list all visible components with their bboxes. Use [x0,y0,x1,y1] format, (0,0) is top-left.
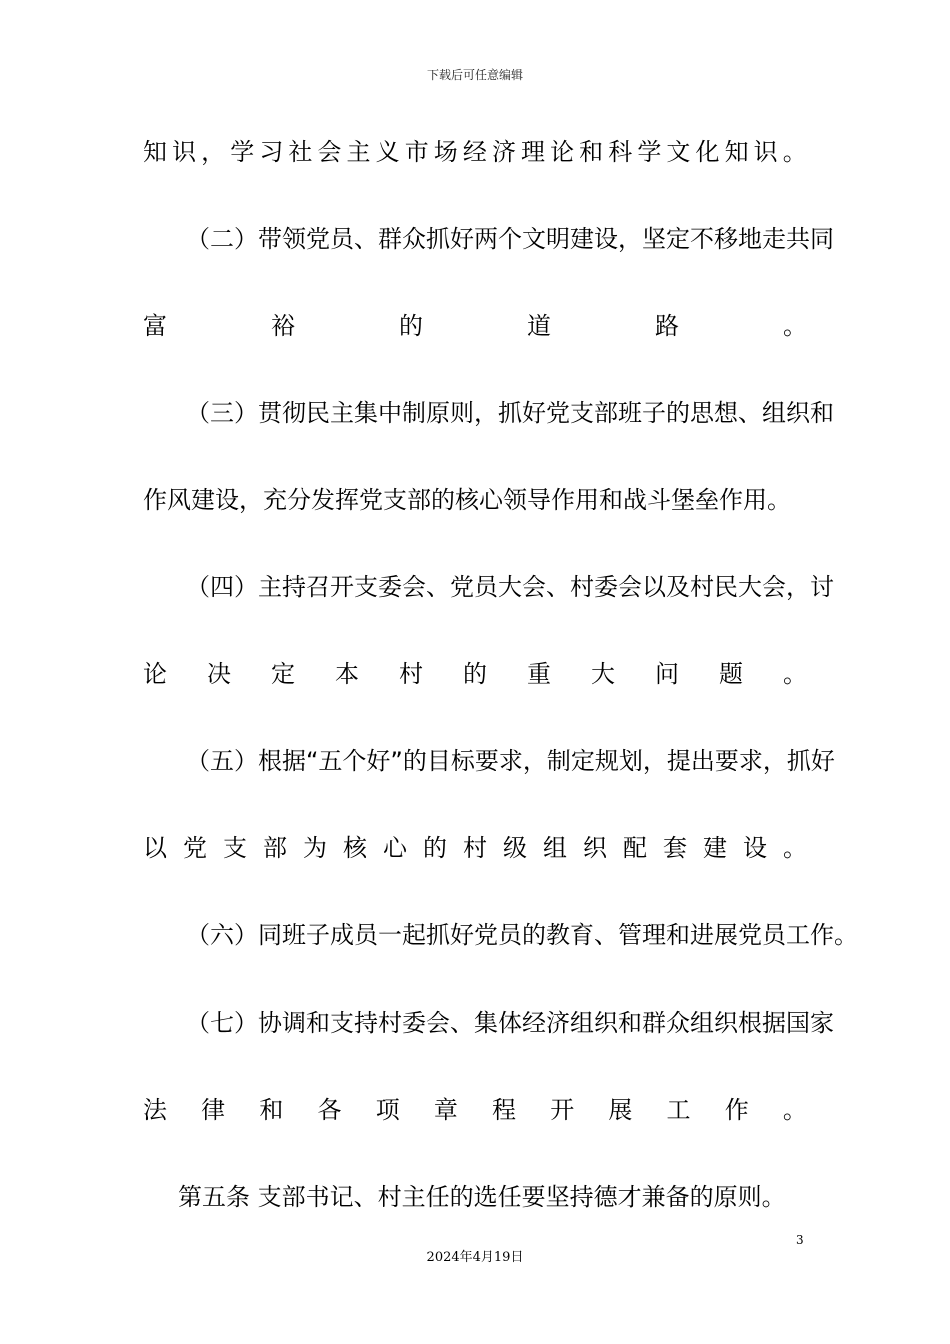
spread-char: 路 [655,312,679,340]
spread-char: 知 [724,138,749,166]
page-number: 3 [796,1233,804,1247]
spread-char: 主 [346,138,371,166]
spread-char: 配 [623,834,647,862]
spread-char: 开 [550,1096,575,1124]
spread-char: ， [201,138,226,166]
spread-char: 织 [583,834,607,862]
spread-char: 理 [521,138,546,166]
spread-char: 和 [259,1096,284,1124]
spread-char: 科 [608,138,633,166]
spread-char: 识 [753,138,778,166]
item-7-first-line: （七）协调和支持村委会、集体经济组织和群众组织根据国家 [186,1009,834,1037]
spread-line [143,136,807,168]
spread-line [143,832,807,864]
spread-char: 工 [666,1096,691,1124]
spread-char: 的 [399,312,423,340]
spread-char: 知 [143,138,167,166]
spread-char: 党 [183,834,207,862]
item-2-continuation [143,310,807,342]
body-line-1 [143,136,807,168]
spread-char: 套 [663,834,687,862]
spread-char: 富 [143,312,167,340]
spread-char: 级 [503,834,527,862]
spread-char: 心 [383,834,407,862]
spread-char: 。 [783,312,807,340]
item-6-line: （六）同班子成员一起抓好党员的教育、管理和进展党员工作。 [186,921,858,949]
item-4-first-line: （四）主持召开支委会、党员大会、村委会以及村民大会，讨 [186,573,834,601]
spread-char: 文 [666,138,691,166]
spread-char: 设 [743,834,767,862]
item-3-continuation: 作风建设，充分发挥党支部的核心领导作用和战斗堡垒作用。 [143,486,791,514]
spread-char: 法 [143,1096,167,1124]
item-7-continuation [143,1094,807,1126]
spread-char: 村 [463,834,487,862]
item-5-continuation [143,832,807,864]
spread-char: 学 [230,138,255,166]
spread-char: 大 [591,660,615,688]
spread-char: 论 [143,660,167,688]
spread-char: 市 [404,138,429,166]
spread-char: 题 [719,660,743,688]
spread-char: 义 [375,138,400,166]
item-2-first-line: （二）带领党员、群众抓好两个文明建设，坚定不移地走共同 [186,225,834,253]
item-3-first-line: （三）贯彻民主集中制原则，抓好党支部班子的思想、组织和 [186,399,834,427]
article-5-line: 第五条 支部书记、村主任的选任要坚持德才兼备的原则。 [178,1183,786,1211]
spread-char: 部 [263,834,287,862]
spread-char: 展 [608,1096,633,1124]
spread-char: 。 [783,834,807,862]
spread-char: 习 [259,138,284,166]
spread-char: 组 [543,834,567,862]
spread-char: 重 [527,660,551,688]
spread-char: 。 [783,660,807,688]
item-5-first-line: （五）根据“五个好”的目标要求，制定规划，提出要求，抓好 [186,747,835,775]
spread-char: 作 [724,1096,749,1124]
spread-char: 和 [579,138,604,166]
spread-char: 经 [462,138,487,166]
spread-char: 以 [143,834,167,862]
spread-line [143,310,807,342]
spread-char: 章 [433,1096,458,1124]
spread-char: 建 [703,834,727,862]
spread-char: 问 [655,660,679,688]
spread-char: 为 [303,834,327,862]
spread-char: 化 [695,138,720,166]
spread-char: 律 [201,1096,226,1124]
spread-char: 程 [492,1096,517,1124]
spread-char: 。 [782,1096,807,1124]
spread-char: 会 [317,138,342,166]
spread-char: 学 [637,138,662,166]
spread-char: 本 [335,660,359,688]
spread-char: 定 [271,660,295,688]
spread-char: 决 [207,660,231,688]
footer-date: 2024年4月19日 [426,1250,524,1265]
spread-line [143,1094,807,1126]
spread-char: 社 [288,138,313,166]
spread-char: 的 [423,834,447,862]
spread-char: 论 [550,138,575,166]
spread-char: 识 [172,138,197,166]
item-4-continuation [143,658,807,690]
spread-char: 核 [343,834,367,862]
spread-char: 项 [375,1096,400,1124]
spread-char: 场 [433,138,458,166]
spread-char: 。 [782,138,807,166]
spread-char: 各 [317,1096,342,1124]
header-note: 下载后可任意编辑 [426,68,523,82]
spread-char: 济 [491,138,516,166]
spread-char: 裕 [271,312,295,340]
spread-char: 道 [527,312,551,340]
spread-char: 村 [399,660,423,688]
spread-line [143,658,807,690]
spread-char: 的 [463,660,487,688]
spread-char: 支 [223,834,247,862]
